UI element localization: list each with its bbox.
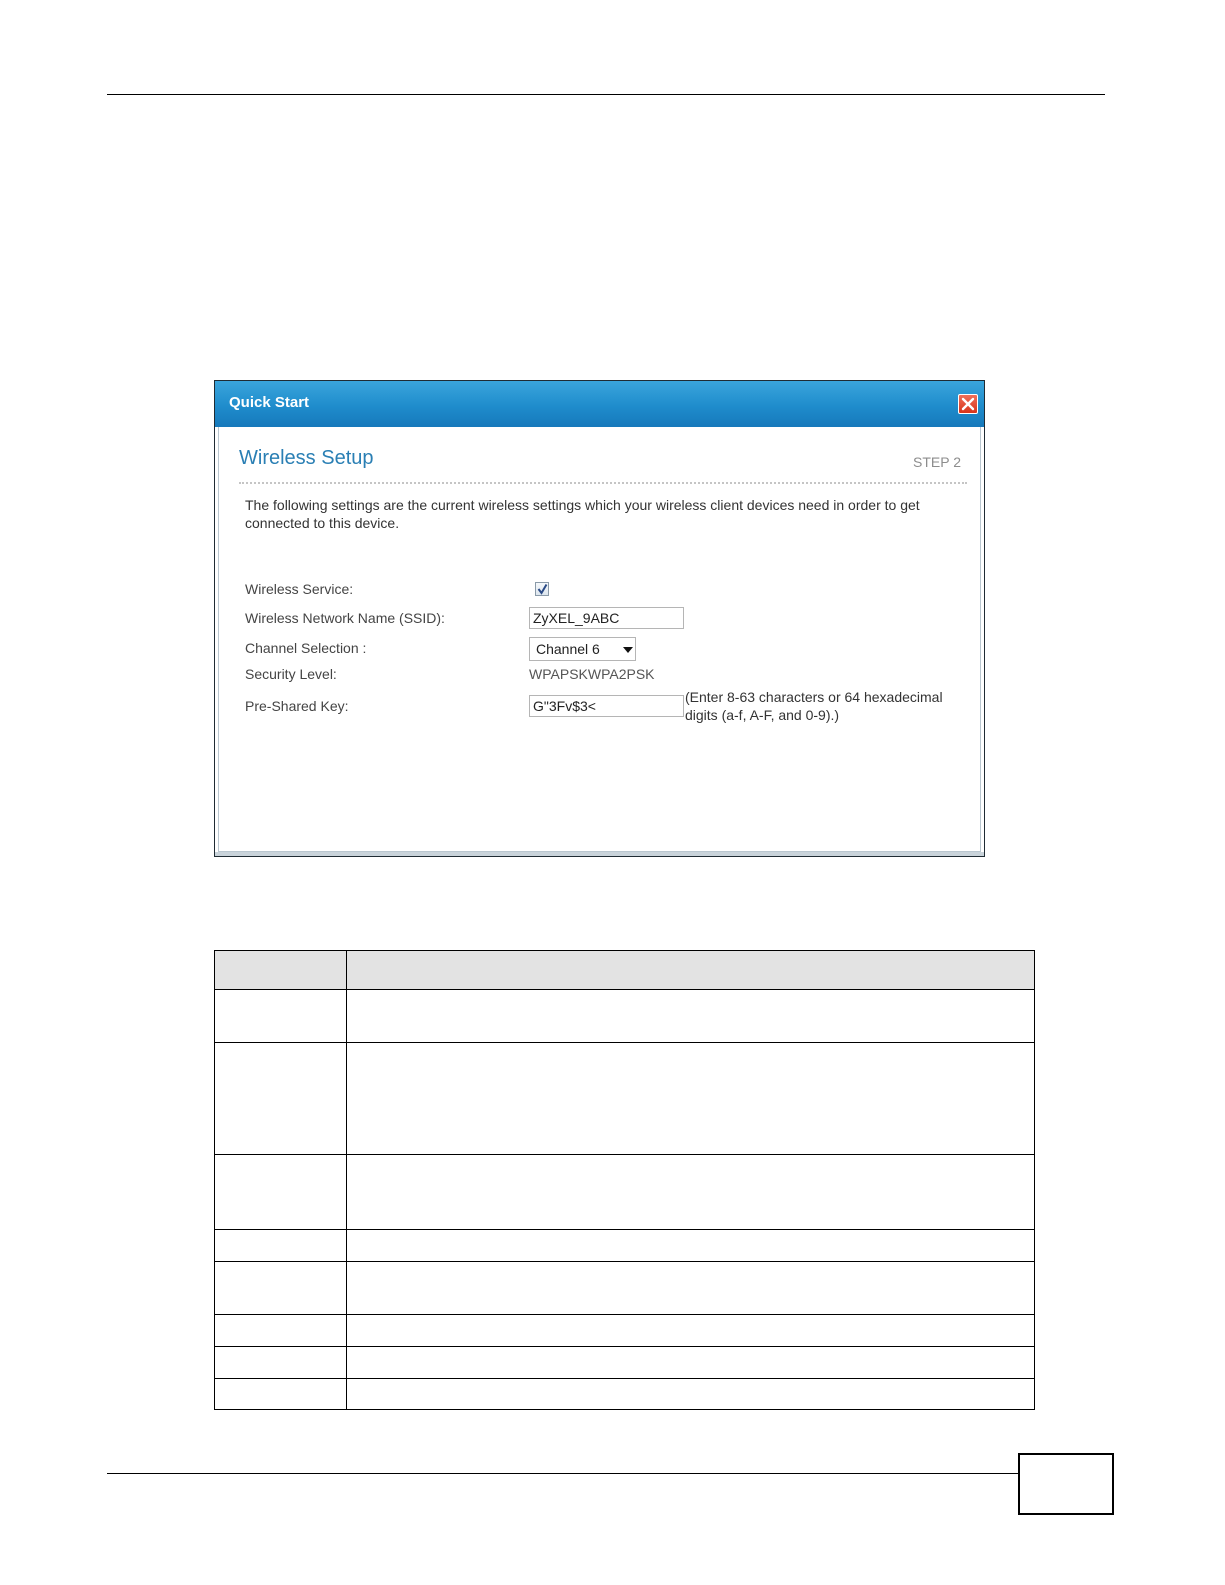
channel-select-value: Channel 6: [536, 641, 600, 657]
description-table: [214, 950, 1035, 1410]
table-row-divider: [215, 1229, 1034, 1230]
page-number-box: [1018, 1453, 1114, 1515]
table-row-divider: [215, 1346, 1034, 1347]
chevron-down-icon: [623, 647, 633, 653]
wireless-service-label: Wireless Service:: [245, 581, 354, 597]
quick-start-dialog: [214, 380, 985, 857]
header-rule: [107, 94, 1105, 95]
security-level-value: WPAPSKWPA2PSK: [529, 666, 655, 682]
table-row-divider: [215, 1042, 1034, 1043]
footer-rule: [107, 1473, 1019, 1474]
table-column-divider: [346, 951, 347, 1409]
table-row-divider: [215, 1378, 1034, 1379]
table-row-divider: [215, 1314, 1034, 1315]
pre-shared-key-hint: (Enter 8-63 characters or 64 hexadecimal digits (a-f, A-F, and 0-9).): [685, 689, 943, 723]
wireless-service-checkbox[interactable]: [535, 582, 549, 596]
dialog-bottom-bar: [215, 852, 984, 856]
description-text: The following settings are the current wireless settings which your wireless client devices need in order to get connected to this device.: [245, 497, 920, 531]
ssid-label: Wireless Network Name (SSID):: [245, 610, 445, 626]
table-row-divider: [215, 1154, 1034, 1155]
divider: [239, 482, 967, 484]
table-header: [215, 951, 1034, 989]
channel-select[interactable]: [529, 637, 636, 661]
pre-shared-key-label: Pre-Shared Key:: [245, 698, 349, 714]
dialog-title: Quick Start: [229, 394, 310, 411]
table-row-divider: [215, 1261, 1034, 1262]
step-indicator: STEP 2: [913, 454, 961, 470]
close-icon: [961, 397, 975, 411]
page-title: Wireless Setup: [239, 447, 374, 469]
close-button[interactable]: [958, 394, 978, 414]
table-row-divider: [215, 989, 1034, 990]
channel-selection-label: Channel Selection :: [245, 640, 367, 656]
ssid-input[interactable]: ZyXEL_9ABC: [529, 607, 684, 629]
checkmark-icon: [537, 583, 548, 595]
pre-shared-key-input[interactable]: G"3Fv$3<: [529, 695, 684, 717]
security-level-label: Security Level:: [245, 666, 337, 682]
dialog-titlebar: [215, 381, 984, 427]
